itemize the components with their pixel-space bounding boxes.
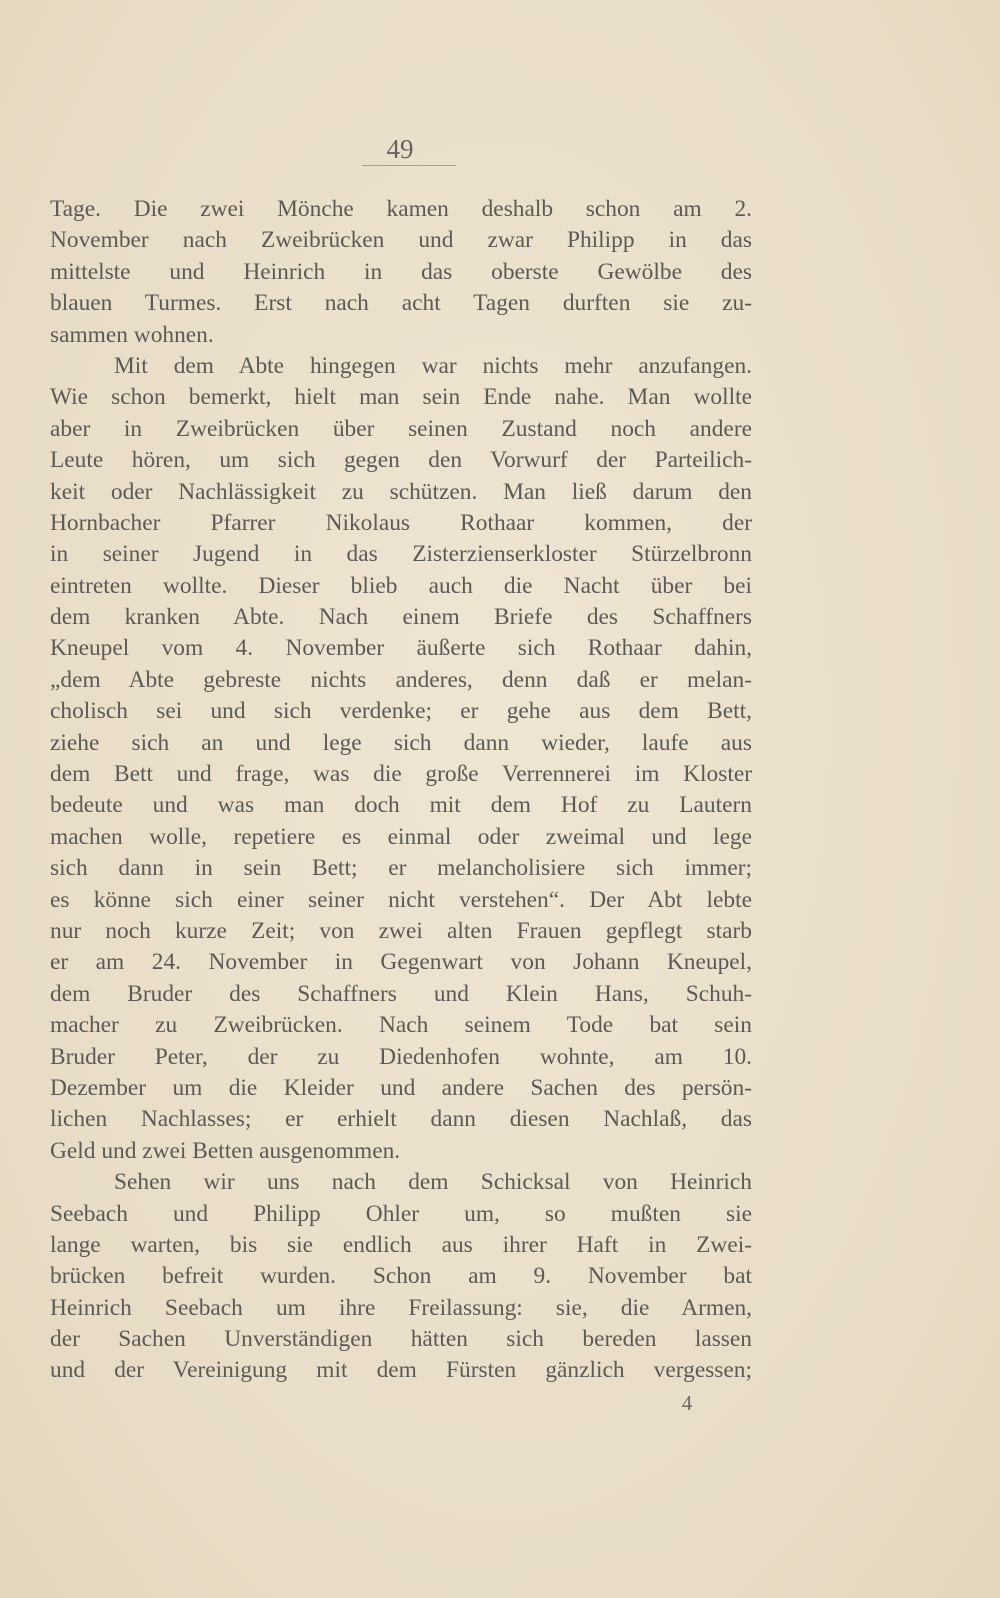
text-line: lichen Nachlasses; er erhielt dann diesen Nachlaß, das — [50, 1106, 752, 1133]
text-line: „dem Abte gebreste nichts anderes, denn daß er melan- — [50, 666, 752, 693]
text-line: in seiner Jugend in das Zisterzienserkloster Stürzelbronn — [50, 541, 752, 568]
text-line: macher zu Zweibrücken. Nach seinem Tode bat sein — [50, 1012, 752, 1039]
text-line: dem Bruder des Schaffners und Klein Hans, Schuh- — [50, 980, 752, 1007]
text-line: Mit dem Abte hingegen war nichts mehr anzufangen. — [114, 352, 752, 379]
text-line: sammen wohnen. — [50, 321, 214, 348]
text-line: Dezember um die Kleider und andere Sachen des persön- — [50, 1074, 752, 1101]
text-line: keit oder Nachlässigkeit zu schützen. Man ließ darum den — [50, 478, 752, 505]
text-line: Heinrich Seebach um ihre Freilassung: sie, die Armen, — [50, 1294, 752, 1321]
body-text — [50, 194, 752, 1387]
text-line: ziehe sich an und lege sich dann wieder, laufe aus — [50, 729, 752, 756]
text-line: Leute hören, um sich gegen den Vorwurf der Parteilich- — [50, 447, 752, 474]
page-number: 49 — [386, 134, 414, 164]
signature-mark: 4 — [681, 1391, 693, 1415]
text-line: lange warten, bis sie endlich aus ihrer Haft in Zwei- — [50, 1231, 752, 1258]
text-line: aber in Zweibrücken über seinen Zustand noch andere — [50, 415, 752, 442]
text-line: Hornbacher Pfarrer Nikolaus Rothaar kommen, der — [50, 509, 752, 536]
text-line: eintreten wollte. Dieser blieb auch die Nacht über bei — [50, 572, 752, 599]
text-line: und der Vereinigung mit dem Fürsten gänzlich vergessen; — [50, 1357, 752, 1384]
text-line: bedeute und was man doch mit dem Hof zu Lautern — [50, 792, 752, 819]
text-line: blauen Turmes. Erst nach acht Tagen durften sie zu- — [50, 290, 752, 317]
text-line: der Sachen Unverständigen hätten sich bereden lassen — [50, 1326, 752, 1353]
text-line: Seebach und Philipp Ohler um, so mußten sie — [50, 1200, 752, 1227]
text-line: cholisch sei und sich verdenke; er gehe aus dem Bett, — [50, 698, 752, 725]
text-line: dem kranken Abte. Nach einem Briefe des Schaffners — [50, 604, 752, 631]
text-line: Kneupel vom 4. November äußerte sich Rothaar dahin, — [50, 635, 752, 662]
text-line: Sehen wir uns nach dem Schicksal von Heinrich — [114, 1169, 752, 1196]
text-line: Geld und zwei Betten ausgenommen. — [50, 1137, 401, 1164]
text-line: es könne sich einer seiner nicht verstehen“. Der Abt lebte — [50, 886, 752, 913]
page-number-rule — [362, 165, 456, 166]
text-line: mittelste und Heinrich in das oberste Gewölbe des — [50, 258, 752, 285]
text-line: Tage. Die zwei Mönche kamen deshalb schon am 2. — [50, 196, 752, 222]
text-line: November nach Zweibrücken und zwar Philipp in das — [50, 227, 752, 254]
text-line: machen wolle, repetiere es einmal oder zweimal und lege — [50, 823, 752, 850]
text-line: nur noch kurze Zeit; von zwei alten Frauen gepflegt starb — [50, 917, 752, 944]
text-line: er am 24. November in Gegenwart von Johann Kneupel, — [50, 949, 752, 976]
text-line: sich dann in sein Bett; er melancholisiere sich immer; — [50, 855, 752, 882]
text-line: brücken befreit wurden. Schon am 9. November bat — [50, 1263, 752, 1290]
text-line: Bruder Peter, der zu Diedenhofen wohnte, am 10. — [50, 1043, 752, 1070]
text-line: dem Bett und frage, was die große Verrennerei im Kloster — [50, 761, 752, 788]
text-line: Wie schon bemerkt, hielt man sein Ende nahe. Man wollte — [50, 384, 752, 411]
